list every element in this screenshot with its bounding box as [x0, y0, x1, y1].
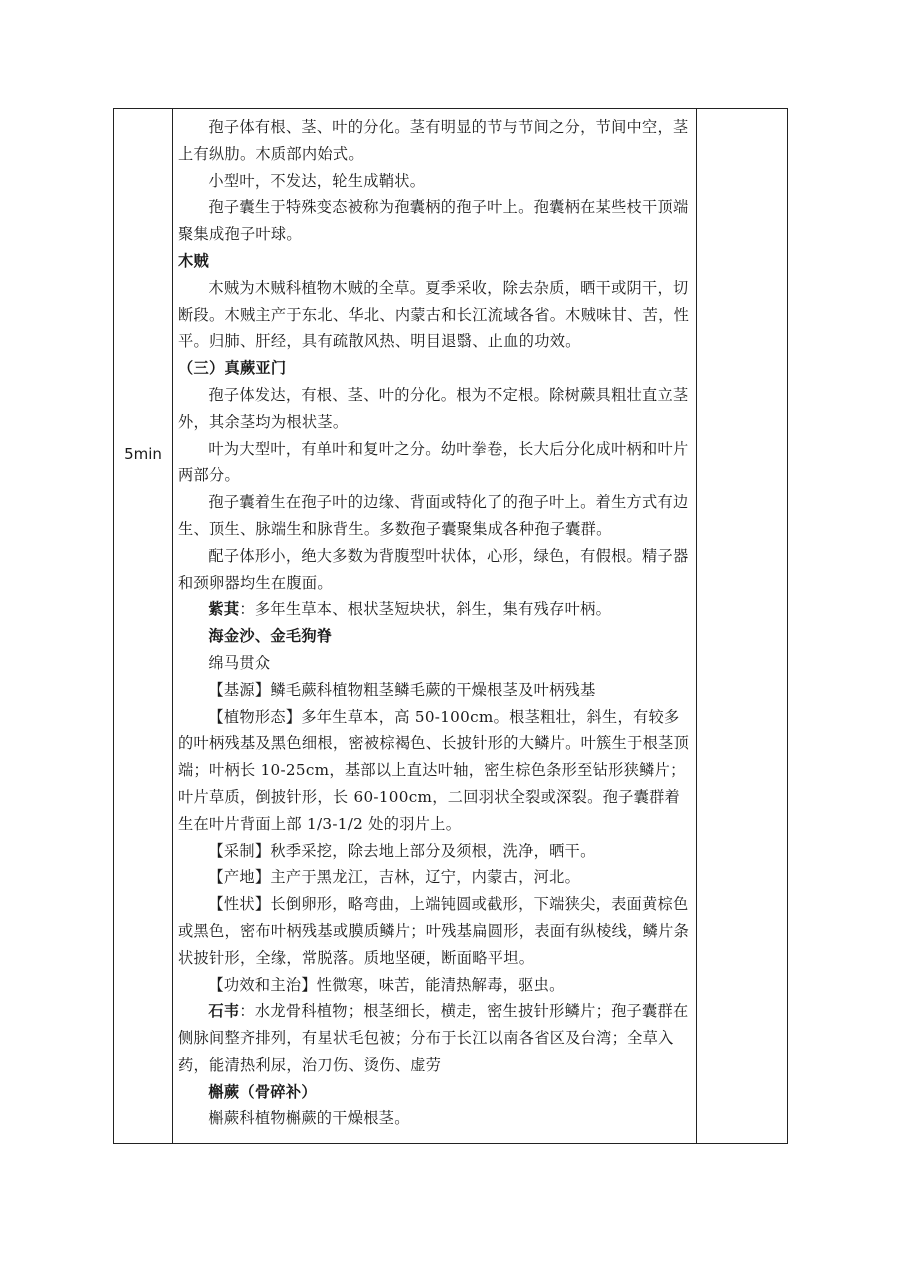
paragraph: 【功效和主治】性微寒，味苦，能清热解毒，驱虫。 — [208, 975, 565, 994]
paragraph: 【植物形态】多年生草本，高 50-100cm。根茎粗壮，斜生，有较多的叶柄残基及黑色细根，密被棕褐色、长披针形的大鳞片。叶簇生于根茎顶端；叶柄长 10-25cm，基部以上直达叶轴，密生棕色条形至钻形狭鳞片；叶片草质，倒披针形，长 60-100cm，二回羽状全裂或深裂。孢子囊群着生在叶片背面上部 1/3-1/2 处的羽片上。 — [178, 707, 690, 833]
shiwei-description: ：水龙骨科植物；根茎细长，横走，密生披针形鳞片；孢子囊群在侧脉间整齐排列，有星状毛包被；分布于长江以南各省区及台湾；全草入药，能清热利尿，治刀伤、烫伤、虚劳 — [178, 1002, 689, 1074]
lesson-plan-table — [113, 108, 788, 1144]
paragraph: 配子体形小，绝大多数为背腹型叶状体，心形，绿色，有假根。精子器和颈卵器均生在腹面。 — [178, 546, 689, 592]
paragraph: 【基源】鳞毛蕨科植物粗茎鳞毛蕨的干燥根茎及叶柄残基 — [208, 680, 596, 699]
paragraph: 小型叶，不发达，轮生成鞘状。 — [208, 171, 426, 190]
notes-column — [696, 109, 787, 1143]
ziqi-description: ：多年生草本、根状茎短块状，斜生，集有残存叶柄。 — [239, 600, 612, 619]
paragraph: 孢子囊生于特殊变态被称为孢囊柄的孢子叶上。孢囊柄在某些枝干顶端聚集成孢子叶球。 — [178, 198, 689, 244]
time-cell: 5min — [124, 445, 162, 463]
paragraph-shiwei — [178, 998, 693, 1078]
term-ziqi: 紫萁 — [208, 600, 240, 619]
paragraph: 木贼为木贼科植物木贼的全草。夏季采收，除去杂质，晒干或阴干，切断段。木贼主产于东北、华北、内蒙古和长江流域各省。木贼味甘、苦，性平。归肺、肝经，具有疏散风热、明目退翳、止血的功效。 — [178, 278, 690, 351]
content-column — [178, 114, 693, 1132]
paragraph: 孢子体有根、茎、叶的分化。茎有明显的节与节间之分，节间中空，茎上有纵肋。木质部内始式。 — [178, 118, 689, 163]
paragraph: 【采制】秋季采挖，除去地上部分及须根，洗净，晒干。 — [208, 841, 596, 860]
paragraph: 孢子囊着生在孢子叶的边缘、背面或特化了的孢子叶上。着生方式有边生、顶生、脉端生和脉背生。多数孢子囊聚集成各种孢子囊群。 — [178, 493, 689, 538]
heading-hujue: 槲蕨（骨碎补） — [208, 1082, 317, 1101]
time-column — [114, 109, 173, 1143]
paragraph: 绵马贯众 — [208, 653, 271, 672]
heading-muzei: 木贼 — [178, 251, 209, 270]
paragraph-ziqi — [178, 596, 693, 623]
paragraph: 【产地】主产于黑龙江，吉林，辽宁，内蒙古，河北。 — [208, 868, 581, 887]
term-shiwei: 石韦 — [208, 1002, 240, 1021]
paragraph: 槲蕨科植物槲蕨的干燥根茎。 — [208, 1109, 410, 1128]
heading-section-3: （三）真蕨亚门 — [178, 359, 287, 378]
heading-haijinsha: 海金沙、金毛狗脊 — [208, 627, 333, 646]
paragraph: 叶为大型叶，有单叶和复叶之分。幼叶拳卷，长大后分化成叶柄和叶片两部分。 — [178, 439, 689, 485]
paragraph: 【性状】长倒卵形，略弯曲，上端钝圆或截形，下端狭尖，表面黄棕色或黑色，密布叶柄残基或膜质鳞片；叶残基扁圆形，表面有纵棱线，鳞片条状披针形，全缘，常脱落。质地坚硬，断面略平坦。 — [178, 895, 690, 967]
paragraph: 孢子体发达，有根、茎、叶的分化。根为不定根。除树蕨具粗壮直立茎外，其余茎均为根状茎。 — [178, 385, 689, 431]
